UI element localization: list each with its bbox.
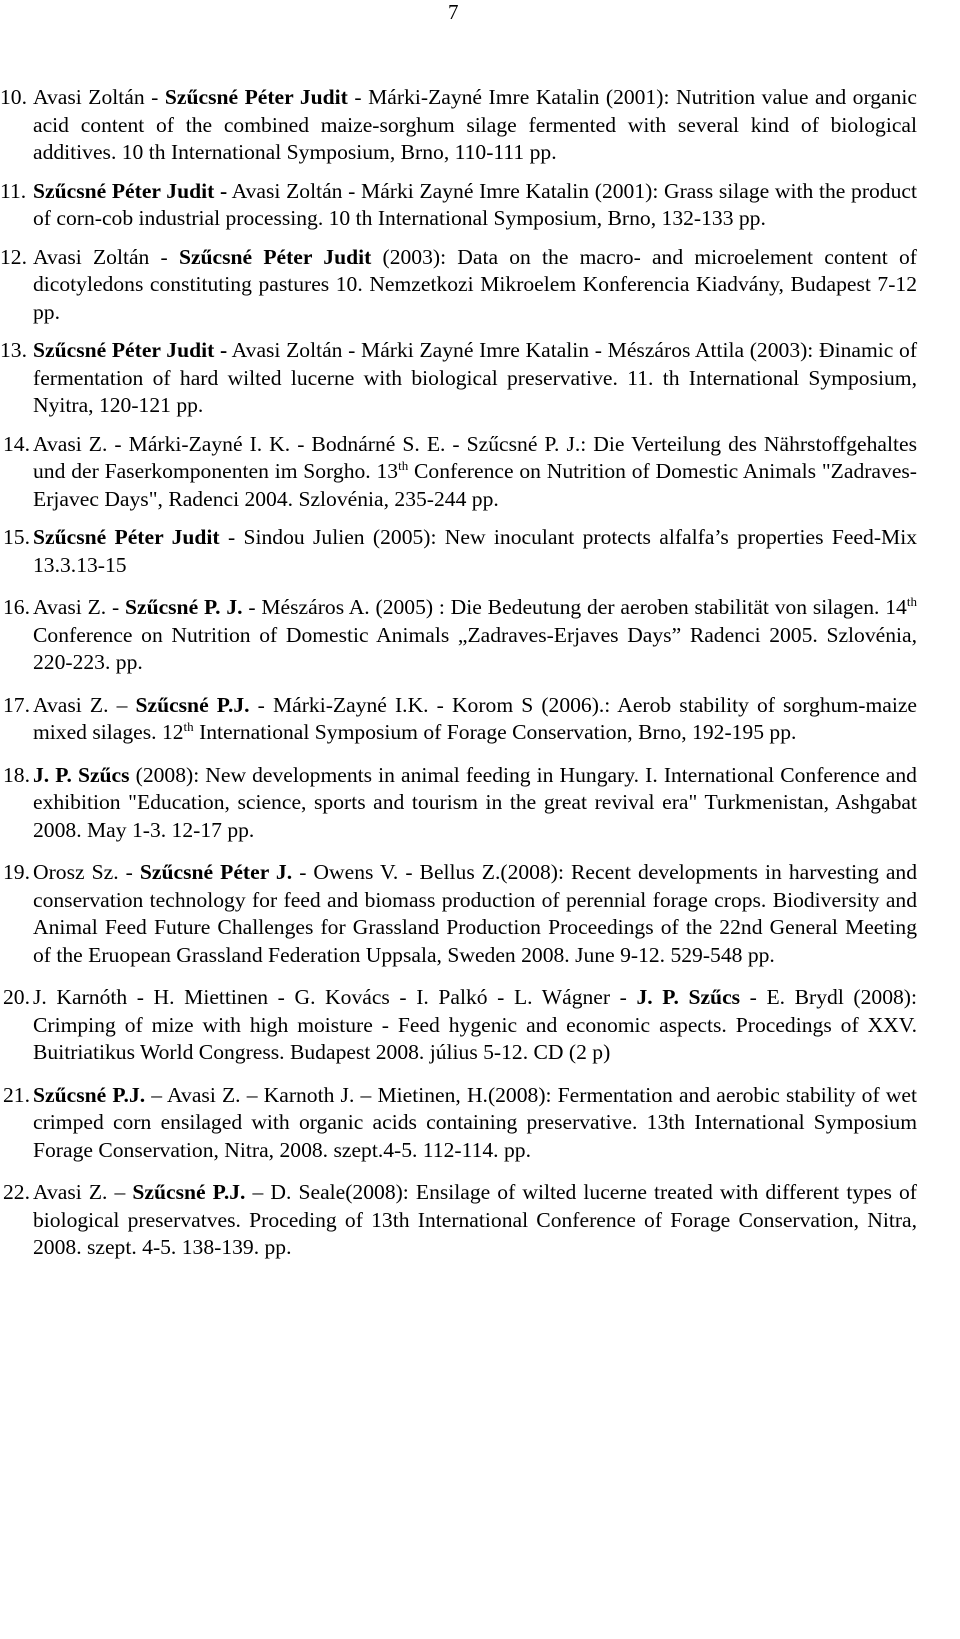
author-highlight: Szűcsné P. J. (124, 595, 243, 619)
reference-text: - Sindou Julien (2005): New inoculant protects alfalfa’s properties Feed-Mix 13.3.13-15 (33, 525, 918, 577)
reference-item (0, 859, 917, 969)
reference-number: 21. (3, 1082, 30, 1107)
reference-number: 17. (3, 692, 30, 717)
author-highlight: Szűcsné Péter Judit (178, 244, 372, 269)
reference-item (0, 337, 917, 420)
reference-item (0, 84, 917, 167)
author-highlight: J. P. Szűcs (636, 985, 741, 1009)
reference-text: Avasi Zoltán - Márki Zayné Imre Katalin - Mészáros Attila (2003): Đinamic of fermentation of hard wilted lucerne with biological preservative. 11. th International Symposium, Nyitra, 120-121 pp. (33, 338, 918, 417)
reference-text: Conference on Nutrition of Domestic Animals "Zadraves-Erjavec Days", Radenci 2004. Szlovénia, 235-244 pp. (33, 459, 917, 511)
author-highlight: Szűcsné P.J. (135, 692, 250, 717)
reference-number: 20. (3, 985, 30, 1009)
reference-text: J. Karnóth - H. Miettinen - G. Kovács - I. Palkó - L. Wágner - (33, 985, 637, 1009)
reference-number: 15. (3, 525, 30, 549)
reference-text: Avasi Z. – (33, 692, 136, 717)
reference-text: Avasi Z. - Márki-Zayné I. K. - Bodnárné S. E. - Szűcsné P. J.: Die Verteilung des Nährstoffgehaltes und der Faserkomponenten im Sorgho. 13 (33, 431, 917, 483)
author-highlight: Szűcsné Péter Judit - (33, 178, 228, 203)
author-highlight: J. P. Szűcs (33, 762, 130, 787)
reference-text: Conference on Nutrition of Domestic Animals „Zadraves-Erjaves Days” Radenci 2005. Szlovénia, 220-223. pp. (33, 622, 917, 674)
author-highlight: Szűcsné Péter J. (139, 860, 293, 884)
reference-text: (2003): Data on the macro- and microelement content of dicotyledons constituting pastures 10. Nemzetkozi Mikroelem Konferencia Kiadvány, Budapest 7-12 pp. (33, 244, 918, 324)
reference-item (0, 178, 917, 233)
reference-number: 22. (3, 1180, 30, 1204)
reference-number: 19. (3, 860, 30, 884)
reference-item (0, 762, 917, 845)
ordinal-superscript: th (398, 457, 409, 473)
reference-text: – Avasi Z. – Karnoth J. – Mietinen, H.(2008): Fermentation and aerobic stability of wet crimped corn ensilaged with organic acids containing preservative. 13th International Symposium Forage Conservation, Nitra, 2008. szept.4-5. 112-114. pp. (33, 1082, 917, 1162)
reference-number: 10. (0, 85, 27, 109)
reference-number: 18. (3, 762, 30, 787)
reference-text: International Symposium of Forage Conservation, Brno, 192-195 pp. (193, 720, 797, 744)
reference-text: Avasi Z. – (33, 1180, 133, 1204)
reference-text: - Owens V. - Bellus Z.(2008): Recent developments in harvesting and conservation technology for feed and biomass production of perennial forage crops. Biodiversity and Animal Feed Future Challenges for Grassland Production Proceedings of the 22nd General Meeting of the Eruopean Grassland Federation Uppsala, Sweden 2008. June 9-12. 529-548 pp. (33, 860, 918, 967)
reference-number: 12. (0, 244, 27, 269)
reference-item (0, 244, 917, 327)
reference-number: 11. (0, 178, 27, 203)
reference-text: Avasi Zoltán - (33, 244, 179, 269)
reference-text: Avasi Z. - (33, 595, 125, 619)
reference-text: Orosz Sz. - (33, 860, 140, 884)
reference-item (0, 984, 917, 1067)
reference-text: – D. Seale(2008): Ensilage of wilted lucerne treated with different types of biological preservatves. Proceding of 13th International Conference of Forage Conservation, Nitra, 2008. szept. 4-5. 138-139. pp. (33, 1180, 917, 1259)
reference-item (0, 1179, 917, 1262)
author-highlight: Szűcsné Péter Judit - (33, 338, 228, 362)
reference-text: Avasi Zoltán - Márki Zayné Imre Katalin (2001): Grass silage with the product of corn-cob industrial processing. 10 th International Symposium, Brno, 132-133 pp. (33, 178, 917, 230)
ordinal-superscript: th (906, 593, 917, 609)
reference-item (0, 594, 917, 677)
reference-list (0, 84, 960, 1262)
reference-text: - Márki-Zayné I.K. - Korom S (2006).: Aerob stability of sorghum-maize mixed silages. 12 (33, 692, 917, 744)
author-highlight: Szűcsné Péter Judit (33, 525, 220, 549)
reference-item (0, 1082, 917, 1165)
author-highlight: Szűcsné P.J. (132, 1180, 246, 1204)
reference-text: (2008): New developments in animal feeding in Hungary. I. International Conference and exhibition "Education, science, sports and tourism in the great revival era" Turkmenistan, Ashgabat 2008. May 1-3. 12-17 pp. (33, 762, 917, 842)
page-number: 7 (448, 0, 459, 24)
ordinal-superscript: th (183, 718, 194, 734)
reference-number: 16. (3, 595, 30, 619)
author-highlight: Szűcsné P.J. (33, 1082, 146, 1107)
reference-text: Avasi Zoltán - (33, 85, 165, 109)
reference-text: - Mészáros A. (2005) : Die Bedeutung der aeroben stabilität von silagen. 14 (242, 595, 907, 619)
reference-number: 14. (3, 431, 30, 456)
reference-text: - Márki-Zayné Imre Katalin (2001): Nutrition value and organic acid content of the combined maize-sorghum silage fermented with several kind of biological additives. 10 th International Symposium, Brno, 110-111 pp. (33, 85, 918, 164)
author-highlight: Szűcsné Péter Judit (164, 85, 348, 109)
reference-number: 13. (0, 338, 27, 362)
reference-text: - E. Brydl (2008): Crimping of mize with high moisture - Feed hygenic and economic aspects. Procedings of XXV. Buitriatikus World Congress. Budapest 2008. július 5-12. CD (2 p) (33, 985, 917, 1064)
reference-item (0, 692, 917, 747)
reference-item (0, 431, 917, 514)
reference-item (0, 524, 917, 579)
